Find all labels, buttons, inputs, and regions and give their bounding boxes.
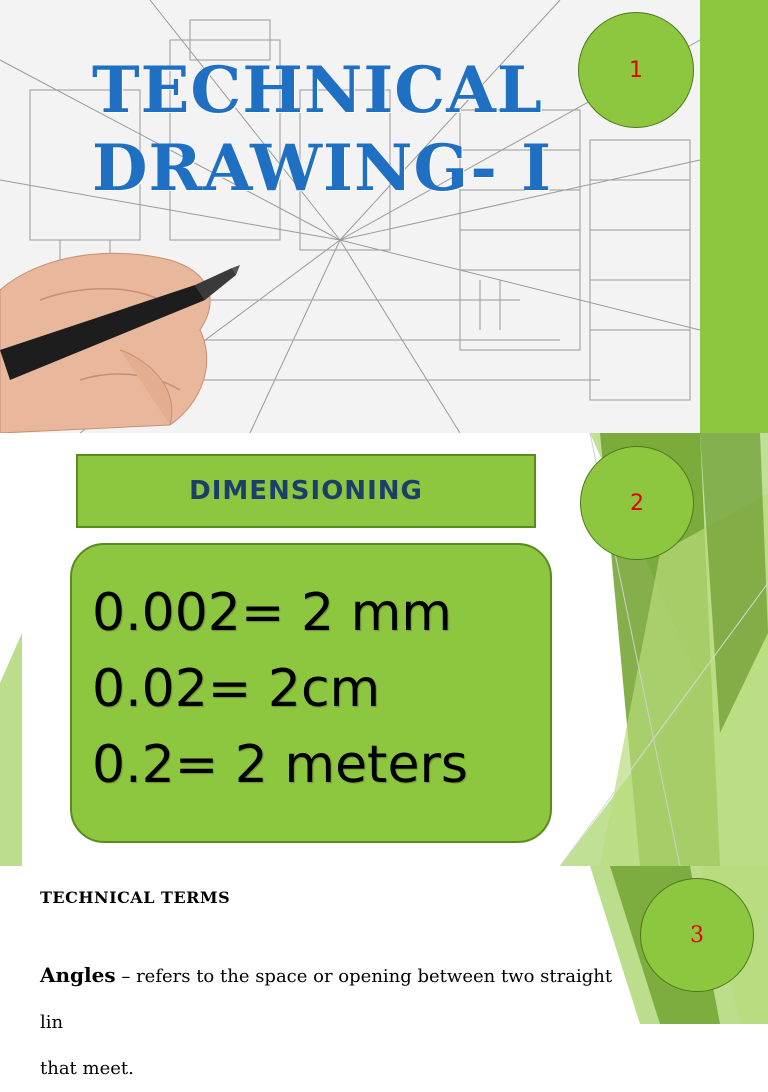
dimension-value: 0.2= 2 meters	[92, 735, 468, 795]
slide-number-badge-3: 3	[640, 878, 754, 992]
definition-line-1: – refers to the space or opening between two straight lin	[40, 966, 613, 1033]
dimensioning-heading: DIMENSIONING	[189, 476, 423, 506]
slide-2	[0, 433, 768, 866]
title-line-1: TECHNICAL	[92, 53, 543, 128]
slide-number-badge-1: 1	[578, 12, 694, 128]
title-line-2: DRAWING- I	[92, 131, 553, 206]
angles-definition	[40, 952, 640, 1092]
definition-line-2: that meet.	[40, 1058, 134, 1079]
dimensioning-heading-box	[76, 454, 536, 528]
slide-number-badge-2: 2	[580, 446, 694, 560]
term-angles: Angles	[40, 963, 116, 987]
dimension-value: 0.002= 2 mm	[92, 583, 452, 643]
technical-terms-heading: TECHNICAL TERMS	[40, 888, 231, 907]
slide-title	[92, 52, 552, 208]
hand-holding-pen-icon	[0, 253, 240, 433]
dimension-value: 0.02= 2cm	[92, 659, 381, 719]
dimension-values-box	[70, 543, 552, 843]
slide-1	[0, 0, 768, 433]
